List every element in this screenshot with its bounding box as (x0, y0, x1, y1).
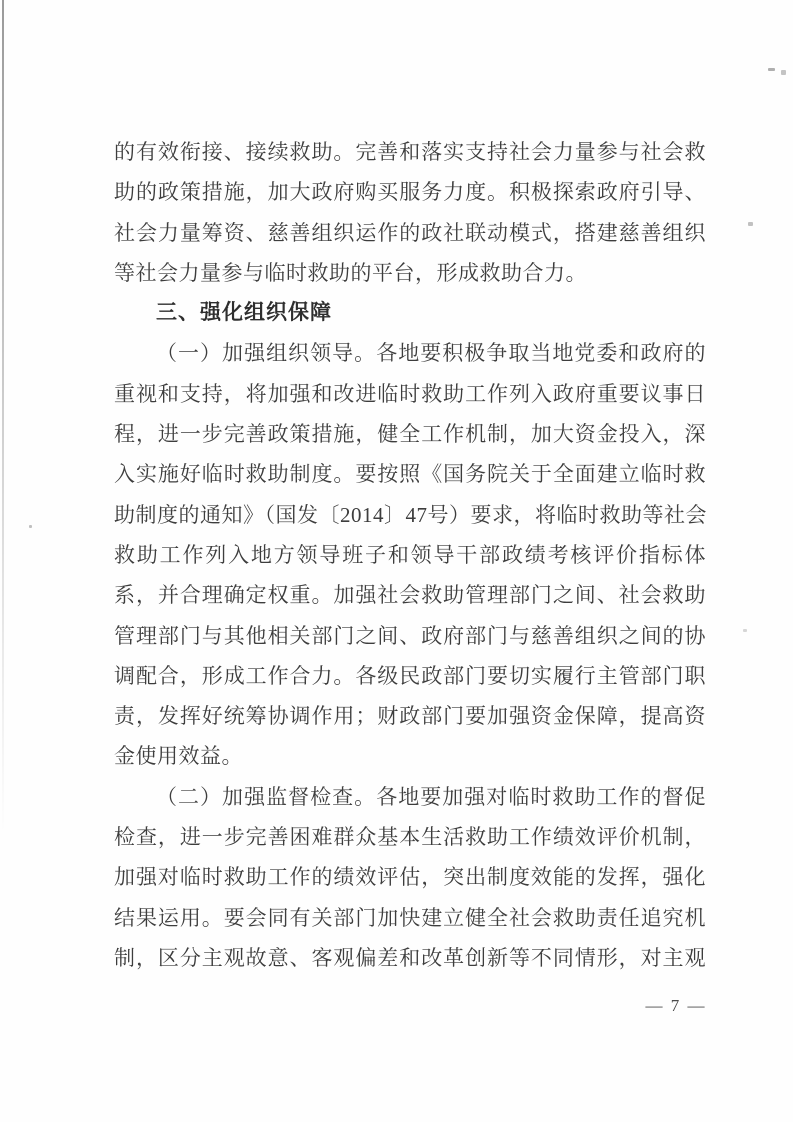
scan-speck (768, 68, 775, 71)
text-line: 结果运用。要会同有关部门加快建立健全社会救助责任追究机 (114, 905, 706, 930)
text-line: （一）加强组织领导。各地要积极争取当地党委和政府的 (156, 341, 706, 366)
text-line: 社会力量筹资、慈善组织运作的政社联动模式，搭建慈善组织 (114, 220, 706, 245)
text-line: 助的政策措施，加大政府购买服务力度。积极探索政府引导、 (114, 180, 706, 205)
text-line: 程，进一步完善政策措施，健全工作机制，加大资金投入，深 (114, 422, 706, 447)
text-line: 加强对临时救助工作的绩效评估，突出制度效能的发挥，强化 (114, 865, 706, 890)
scan-edge-artifact (2, 0, 4, 835)
page-number: — 7 — (645, 996, 707, 1015)
scan-speck (781, 70, 786, 75)
scan-speck (748, 222, 753, 226)
text-line: 系，并合理确定权重。加强社会救助管理部门之间、社会救助 (114, 583, 706, 608)
section-heading: 三、强化组织保障 (156, 301, 332, 325)
text-line: （二）加强监督检查。各地要加强对临时救助工作的督促 (156, 784, 706, 809)
text-line: 检查，进一步完善困难群众基本生活救助工作绩效评价机制， (114, 825, 706, 850)
scan-speck (29, 525, 32, 528)
text-line: 的有效衔接、接续救助。完善和落实支持社会力量参与社会救 (114, 140, 706, 164)
text-line: 救助工作列入地方领导班子和领导干部政绩考核评价指标体 (114, 542, 706, 567)
text-line: 入实施好临时救助制度。要按照《国务院关于全面建立临时救 (114, 462, 706, 487)
text-line: 制，区分主观故意、客观偏差和改革创新等不同情形，对主观 (114, 945, 706, 970)
scan-speck (743, 629, 747, 632)
text-line: 金使用效益。 (114, 744, 243, 769)
text-line: 等社会力量参与临时救助的平台，形成救助合力。 (114, 260, 587, 285)
document-text (114, 132, 706, 978)
text-line: 调配合，形成工作合力。各级民政部门要切实履行主管部门职 (114, 663, 706, 688)
text-line: 重视和支持，将加强和改进临时救助工作列入政府重要议事日 (114, 381, 706, 406)
text-line: 管理部门与其他相关部门之间、政府部门与慈善组织之间的协 (114, 623, 706, 648)
text-line: 责，发挥好统筹协调作用；财政部门要加强资金保障，提高资 (114, 704, 706, 729)
text-line: 助制度的通知》（国发〔2014〕47号）要求，将临时救助等社会 (114, 502, 707, 527)
